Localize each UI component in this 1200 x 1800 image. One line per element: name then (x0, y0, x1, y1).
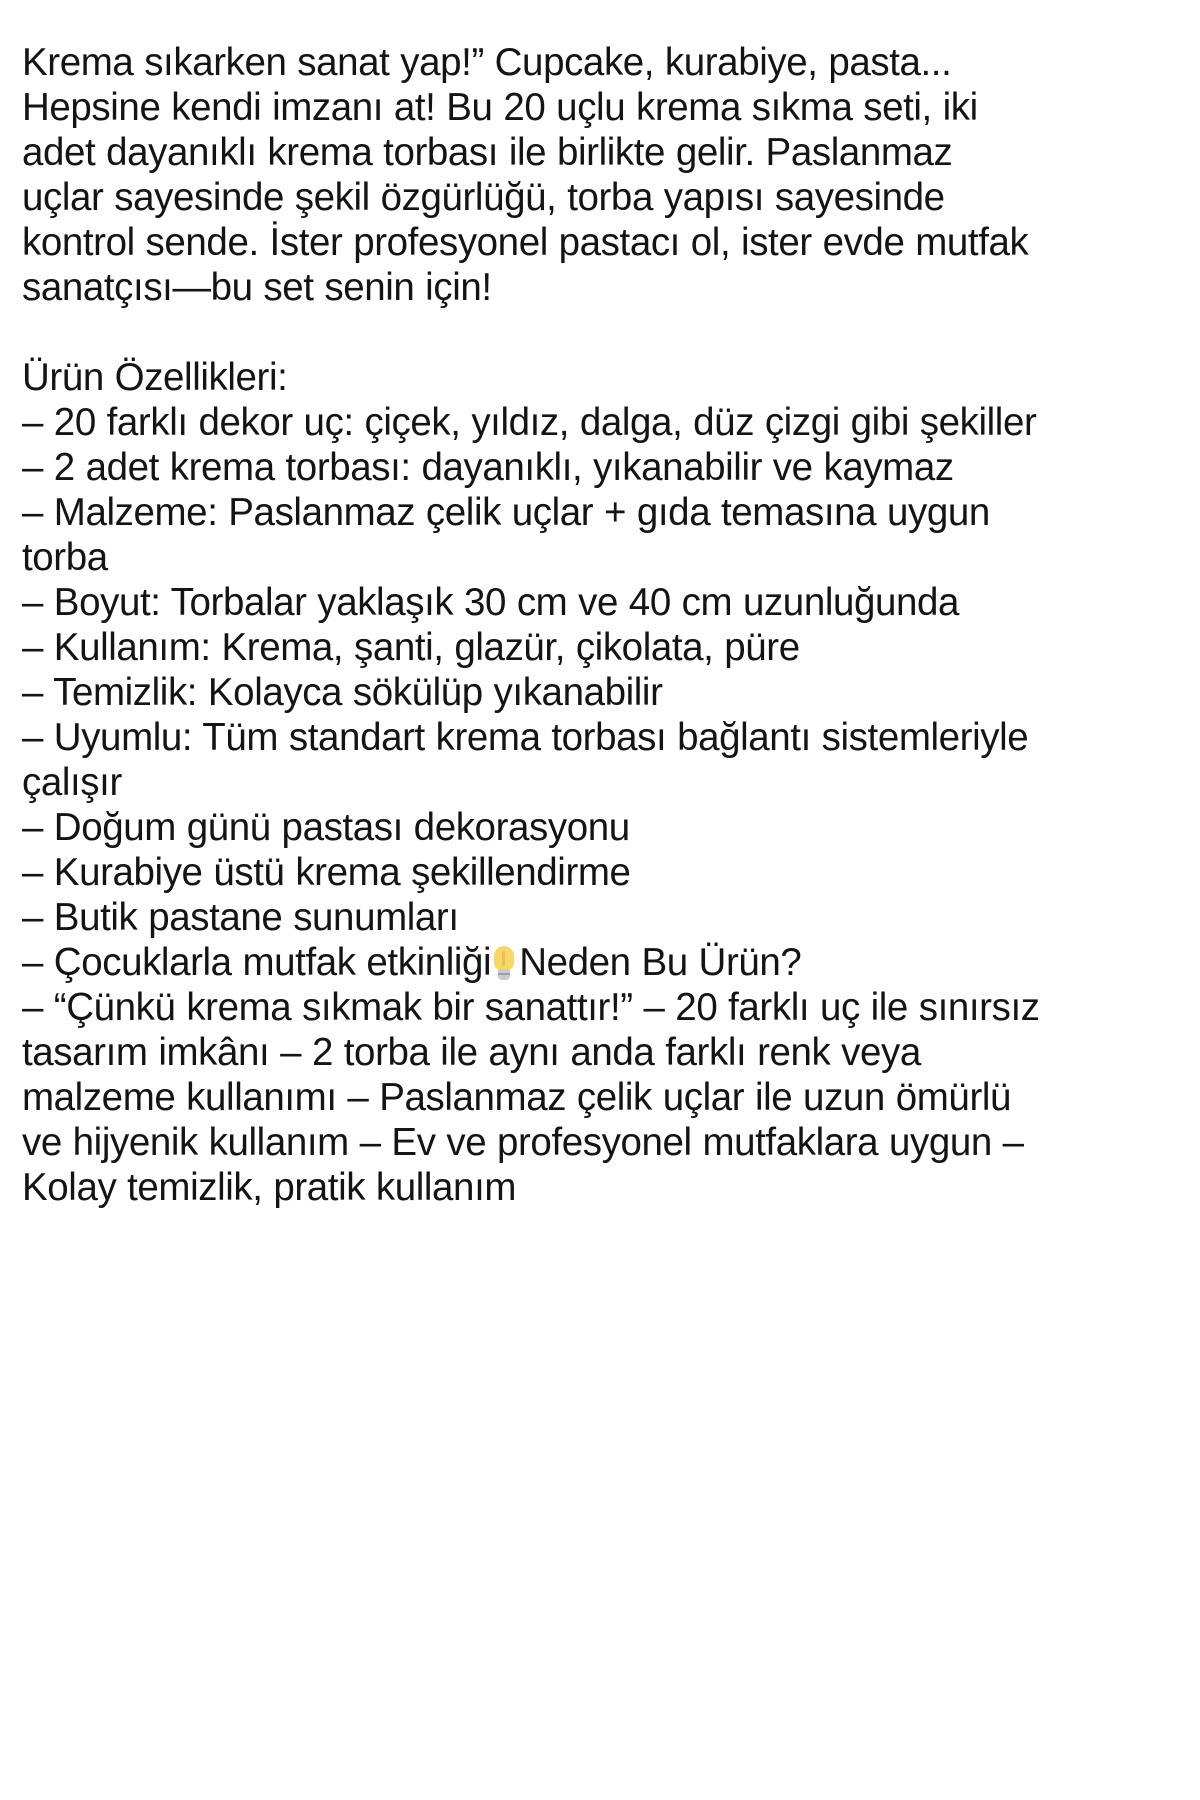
lightbulb-icon (494, 946, 514, 982)
paragraph-spacer (22, 310, 1040, 355)
feature-item: – Doğum günü pastası dekorasyonu (22, 806, 630, 849)
why-paragraph: – “Çünkü krema sıkmak bir sanattır!” – 20 farklı uç ile sınırsız tasarım imkânı – 2 torba ile aynı anda farklı renk veya malzeme kullanımı – Paslanmaz çelik uçlar ile uzun ömürlü ve hijyenik kullanım – Ev ve profesyonel mutfaklara uygun – Kolay temizlik, pratik kullanım (22, 986, 1051, 1209)
features-heading: Ürün Özellikleri: (22, 356, 288, 399)
children-activity-text: – Çocuklarla mutfak etkinliği (22, 941, 492, 984)
why-product-question: Neden Bu Ürün? (519, 941, 802, 984)
feature-item: – Butik pastane sunumları (22, 896, 459, 939)
feature-item: – Malzeme: Paslanmaz çelik uçlar + gıda temasına uygun torba (22, 491, 1001, 579)
intro-paragraph: Krema sıkarken sanat yap!” Cupcake, kurabiye, pasta... Hepsine kendi imzanı at! Bu 20 uçlu krema sıkma seti, iki adet dayanıklı krema torbası ile birlikte gelir. Paslanmaz uçlar sayesinde şekil özgürlüğü, torba yapısı sayesinde kontrol sende. İster profesyonel pastacı ol, ister evde mutfak sanatçısı—bu set senin için! (22, 41, 1040, 309)
feature-item: – Uyumlu: Tüm standart krema torbası bağlantı sistemleriyle çalışır (22, 716, 1040, 804)
document-body (22, 40, 1051, 1210)
feature-item: – Kurabiye üstü krema şekillendirme (22, 851, 631, 894)
feature-item: – 20 farklı dekor uç: çiçek, yıldız, dalga, düz çizgi gibi şekiller (22, 401, 1037, 444)
feature-item: – Temizlik: Kolayca sökülüp yıkanabilir (22, 671, 663, 714)
feature-item: – 2 adet krema torbası: dayanıklı, yıkanabilir ve kaymaz (22, 446, 954, 489)
children-activity-line (22, 940, 1040, 985)
feature-item: – Boyut: Torbalar yaklaşık 30 cm ve 40 cm uzunluğunda (22, 581, 960, 624)
feature-item: – Kullanım: Krema, şanti, glazür, çikolata, püre (22, 626, 800, 669)
